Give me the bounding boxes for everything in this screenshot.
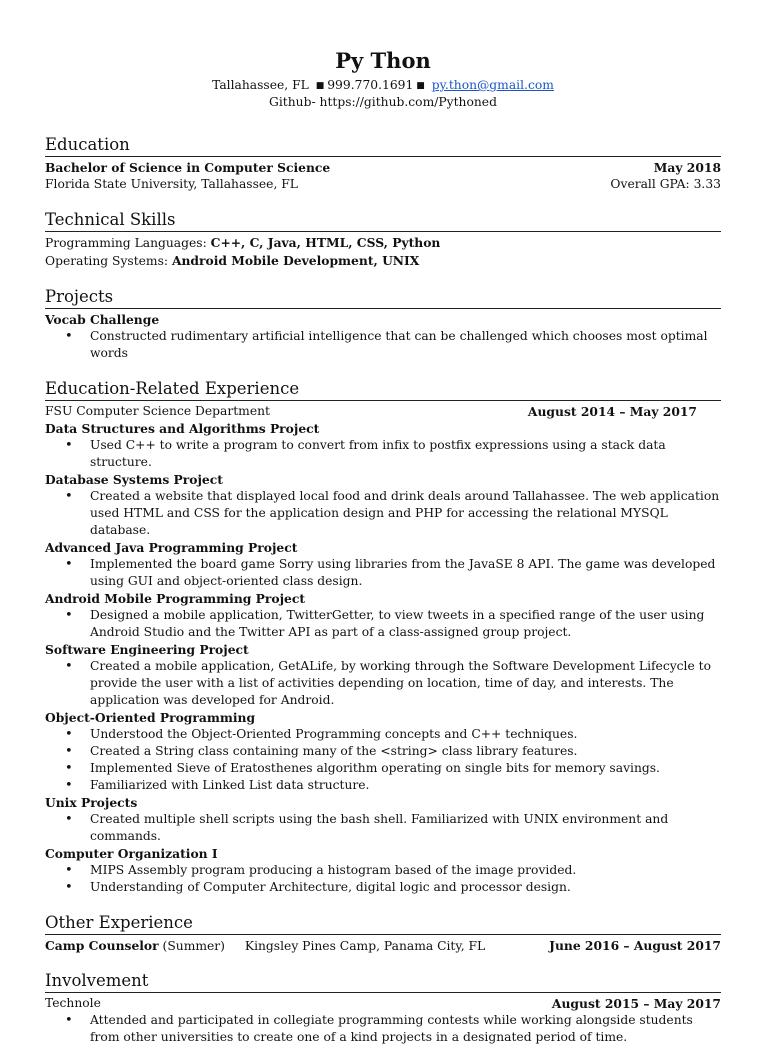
edu-org-date: August 2014 – May 2017 <box>527 404 697 419</box>
camp-row <box>45 937 721 955</box>
experience-item-title: Object-Oriented Programming <box>45 710 256 725</box>
school-text: Florida State University, Tallahassee, FL <box>45 177 298 191</box>
involvement-section <box>45 972 721 1046</box>
edu-org-row <box>45 403 721 420</box>
experience-item-title: Computer Organization I <box>45 846 218 861</box>
education-section <box>45 136 721 193</box>
list-item: • Attended and participated in collegiate programming contests while working alongside students from other universities to create one of a kind projects in a designated period of time. <box>45 1012 721 1046</box>
role-text: Camp Counselor <box>45 938 159 953</box>
list-item: • MIPS Assembly program producing a histogram based of the image provided. <box>45 862 721 879</box>
list-item: • Designed a mobile application, TwitterGetter, to view tweets in a specified range of the user using Android Studio and the Twitter API as part of a class-assigned group project. <box>45 607 721 641</box>
camp-date: June 2016 – August 2017 <box>549 938 721 953</box>
list-item: • Constructed rudimentary artificial intelligence that can be challenged which chooses most optimal words <box>45 328 721 362</box>
experience-item-bullets <box>45 862 721 896</box>
list-item: • Implemented Sieve of Eratosthenes algorithm operating on single bits for memory savings. <box>45 760 721 777</box>
list-item: • Understood the Object-Oriented Programming concepts and C++ techniques. <box>45 726 721 743</box>
location-text: Tallahassee, FL <box>212 78 309 92</box>
season-text: (Summer) <box>162 939 225 953</box>
section-title-skills: Technical Skills <box>45 211 721 232</box>
phone-text: 999.770.1691 <box>327 78 414 92</box>
section-title-involvement: Involvement <box>45 972 721 993</box>
list-item: • Created a website that displayed local food and drink deals around Tallahassee. The web application used HTML and CSS for the application design and PHP for accessing the relational MYSQL database. <box>45 488 721 539</box>
list-item: • Used C++ to write a program to convert from infix to postfix expressions using a stack data structure. <box>45 437 721 471</box>
experience-item-title: Android Mobile Programming Project <box>45 591 306 606</box>
other-experience-section <box>45 914 721 955</box>
os-label: Operating Systems: <box>45 254 169 268</box>
school-row <box>45 176 721 193</box>
edu-experience-section <box>45 380 721 896</box>
edu-experience-items <box>45 420 721 896</box>
experience-item-title: Data Structures and Algorithms Project <box>45 421 320 436</box>
projects-section <box>45 288 721 362</box>
project-name: Vocab Challenge <box>45 312 160 327</box>
experience-item-bullets <box>45 437 721 471</box>
experience-item-title: Software Engineering Project <box>45 642 249 657</box>
camp-org-text: Kingsley Pines Camp, Panama City, FL <box>244 939 486 953</box>
languages-value: C++, C, Java, HTML, CSS, Python <box>210 235 441 250</box>
github-line: Github- https://github.com/Pythoned <box>269 95 497 109</box>
contact-line <box>45 77 721 94</box>
list-item: • Created a mobile application, GetALife, by working through the Software Development Lifecycle to provide the user with a list of activities depending on location, time of day, and interests. The application was developed for Android. <box>45 658 721 709</box>
list-item: • Implemented the board game Sorry using libraries from the JavaSE 8 API. The game was developed using GUI and object-oriented class design. <box>45 556 721 590</box>
list-item: • Familiarized with Linked List data structure. <box>45 777 721 794</box>
list-item: • Understanding of Computer Architecture, digital logic and processor design. <box>45 879 721 896</box>
project-bullets <box>45 328 721 362</box>
experience-item-title: Advanced Java Programming Project <box>45 540 298 555</box>
experience-item-title: Database Systems Project <box>45 472 223 487</box>
gpa-text: Overall GPA: 3.33 <box>610 177 721 191</box>
section-title-other-experience: Other Experience <box>45 914 721 935</box>
experience-item-bullets <box>45 811 721 845</box>
applicant-name: Py Thon <box>335 48 431 73</box>
involvement-org: Technole <box>45 996 101 1010</box>
graduation-date: May 2018 <box>653 160 721 175</box>
involvement-bullets <box>45 1012 721 1046</box>
languages-label: Programming Languages: <box>45 236 207 250</box>
experience-item-bullets <box>45 658 721 709</box>
experience-item-bullets <box>45 488 721 539</box>
os-value: Android Mobile Development, UNIX <box>171 253 420 268</box>
involvement-date: August 2015 – May 2017 <box>551 996 721 1011</box>
section-title-education: Education <box>45 136 721 157</box>
resume-page <box>45 48 721 1046</box>
experience-item-bullets <box>45 726 721 794</box>
section-title-edu-experience: Education-Related Experience <box>45 380 721 401</box>
list-item: • Created a String class containing many of the <string> class library features. <box>45 743 721 760</box>
skills-section <box>45 211 721 270</box>
square-separator-icon: ■ <box>315 81 325 91</box>
list-item: • Created multiple shell scripts using the bash shell. Familiarized with UNIX environment and commands. <box>45 811 721 845</box>
experience-item-bullets <box>45 556 721 590</box>
experience-item-bullets <box>45 607 721 641</box>
degree-row <box>45 159 721 176</box>
degree-text: Bachelor of Science in Computer Science <box>45 160 331 175</box>
edu-org-text: FSU Computer Science Department <box>45 404 270 418</box>
square-separator-icon: ■ <box>416 81 425 91</box>
experience-item-title: Unix Projects <box>45 795 138 810</box>
languages-line <box>45 234 721 252</box>
section-title-projects: Projects <box>45 288 721 309</box>
os-line <box>45 252 721 270</box>
involvement-row <box>45 995 721 1012</box>
email-link[interactable]: py.thon@gmail.com <box>431 78 554 92</box>
